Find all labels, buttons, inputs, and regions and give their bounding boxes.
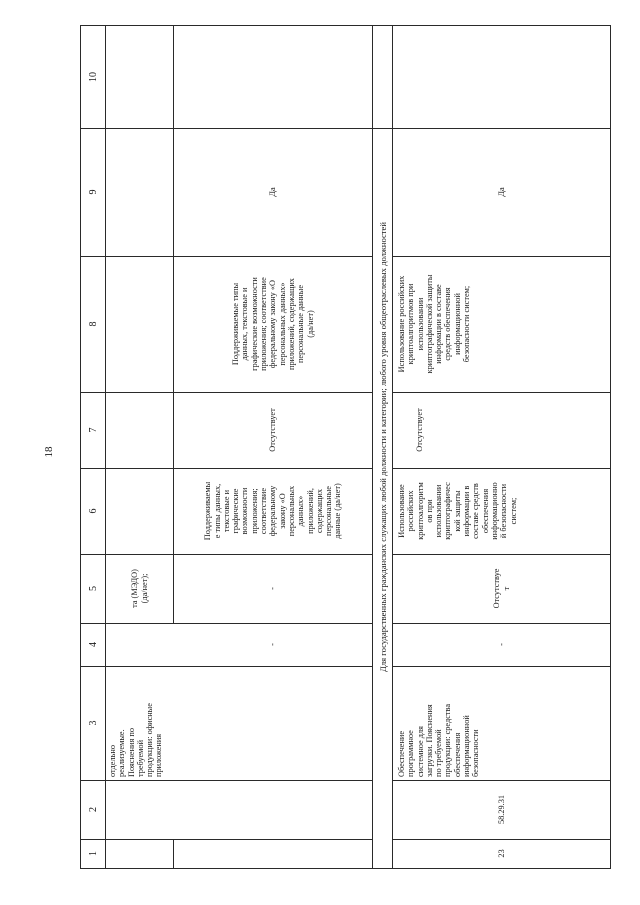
rotated-table xyxy=(80,25,611,869)
row-23-col5: Отсутствуе т xyxy=(492,568,511,609)
column-number-10: 10 xyxy=(87,72,99,82)
column-number-3: 3 xyxy=(87,720,99,726)
data-types-cell-col5: - xyxy=(268,587,278,590)
page-number: 18 xyxy=(43,446,55,458)
row-23-number: 23 xyxy=(496,849,506,858)
continuation-cell-col6: та (МЭДО) (да/нет); xyxy=(130,569,149,608)
data-types-cell-col9: Да xyxy=(268,187,278,197)
table-border-top xyxy=(80,25,611,26)
column-number-4: 4 xyxy=(87,642,99,647)
col-divider xyxy=(80,780,372,781)
row-23-col7: Отсутствует xyxy=(415,408,424,452)
column-number-8: 8 xyxy=(87,321,99,327)
continuation-cell-col3: отдельно реализуемые. Пояснения по требуемой продукции: офисные приложения xyxy=(108,703,164,777)
table-border-right xyxy=(610,25,611,869)
column-number-2: 2 xyxy=(87,807,99,812)
column-number-1: 1 xyxy=(87,851,99,856)
column-number-9: 9 xyxy=(87,189,99,195)
column-number-7: 7 xyxy=(87,427,99,433)
row-23-col9: Да xyxy=(496,187,506,197)
column-number-6: 6 xyxy=(87,508,99,514)
table-border-bottom xyxy=(80,868,611,869)
data-types-cell-col8: Поддерживаемые типы данных, текстовые и графические возможности приложения; соответствие федеральному закону «О персональных данных» приложений, содержащих персональные данные (да/нет) xyxy=(231,277,315,371)
data-types-cell-col6: Поддерживаемы е типы данных, текстовые и графические возможности приложения; соответствие федеральному закону «О персональных данных» приложений, содержащих персональные данные (да/нет) xyxy=(203,481,343,541)
section-header: Для государственных гражданских служащих любой должности и категории; любого уровня общеотраслевых должностей xyxy=(377,222,388,672)
row-divider xyxy=(173,839,174,869)
row-23-col4: - xyxy=(496,643,506,646)
data-types-cell-col4: - xyxy=(268,643,278,646)
data-types-cell-col7: Отсутствует xyxy=(268,408,278,452)
row-23-col6: Использование российских криптоалгоритм ов при использовании криптографичес кой защиты информации в составе средств обеспечения информационно й безопасности систем; xyxy=(397,482,518,540)
row-23-product-name: Обеспечение программное системное для загрузки. Пояснения по требуемой продукции: средства обеспечения информационной безопасности xyxy=(397,703,481,777)
column-number-5: 5 xyxy=(87,586,99,591)
row-23-col8: Использование российских криптоалгоритмов при использовании криптографической защиты информации в составе средств обеспечения информационной безопасности систем; xyxy=(397,274,472,374)
row-23-code: 58.29.31 xyxy=(496,794,506,825)
col-divider xyxy=(80,839,372,840)
